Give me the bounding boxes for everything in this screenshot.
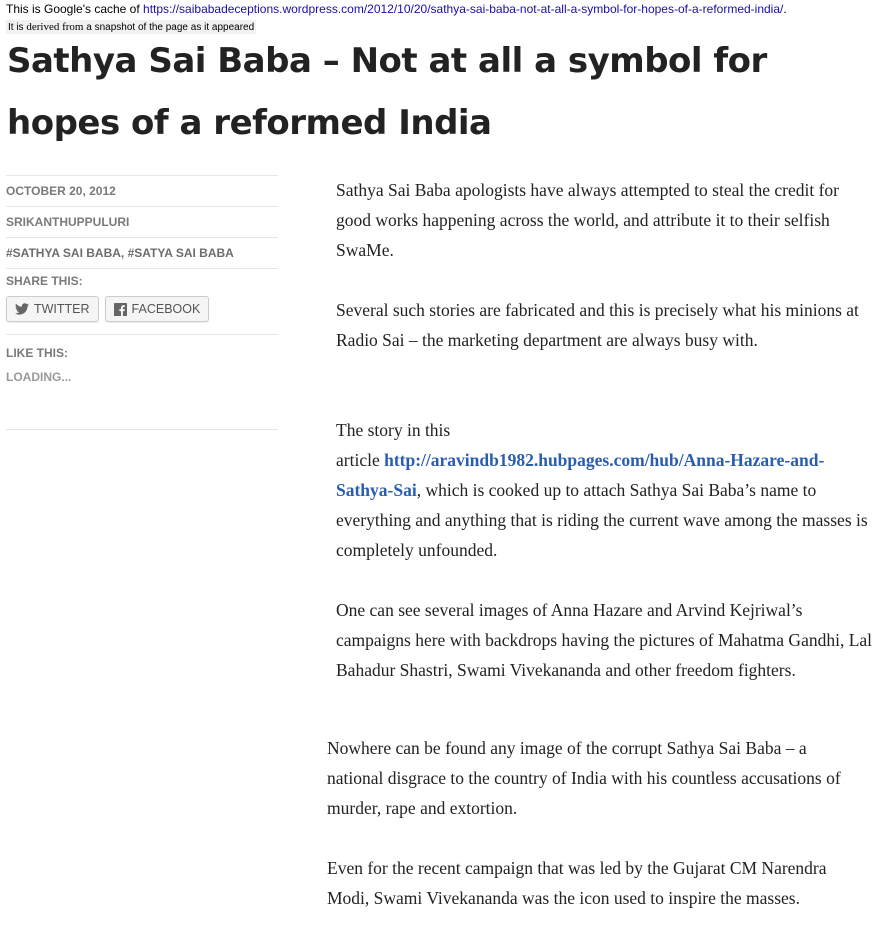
snapshot-notice-suffix: a snapshot of the page as it appeared [83,22,255,33]
paragraph-6: Even for the recent campaign that was led by the Gujarat CM Narendra Modi, Swami Vivekananda was the icon used to inspire the masses. [327,858,827,908]
paragraph-2: Several such stories are fabricated and this is precisely what his minions at Radio Sai – the marketing department are always busy with. [336,300,859,350]
twitter-icon [15,303,29,315]
meta-divider [6,429,278,430]
post-title [7,30,847,154]
tag-sathya-sai-baba[interactable]: #SATHYA SAI BABA [6,246,121,260]
cached-page-link[interactable]: https://saibabadeceptions.wordpress.com/2012/10/20/sathya-sai-baba-not-at-all-a-symbol-for-hopes-of-a-reformed-india/ [143,2,784,16]
like-loading-text: LOADING... [6,370,72,384]
share-buttons [6,296,278,322]
twitter-label: TWITTER [34,302,90,316]
share-section [6,268,278,334]
snapshot-notice-prefix: It is [8,22,27,33]
share-facebook-button[interactable] [105,296,210,322]
post-author[interactable] [6,206,278,237]
post-title-line1: Sathya Sai Baba – Not at all a symbol for [7,41,767,81]
post-tags [6,237,278,268]
share-twitter-button[interactable] [6,296,99,322]
paragraph-5: Nowhere can be found any image of the corrupt Sathya Sai Baba – a national disgrace to the country of India with his countless accusations of murder, rape and extortion. [327,738,841,818]
paragraph-3 [336,415,876,565]
post-title-line2: hopes of a reformed India [7,103,492,143]
paragraph-3-article: article [336,450,385,470]
paragraph-3-intro: The story in this [336,420,451,440]
post-author-text: SRIKANTHUPPULURI [6,215,130,229]
post-date-text: OCTOBER 20, 2012 [6,184,116,198]
paragraph-3-rest: , which is cooked up to attach Sathya Sai Baba’s name to everything and anything that is riding the current wave among the masses is completely unfounded. [336,480,868,560]
paragraph-1: Sathya Sai Baba apologists have always attempted to steal the credit for good works happening across the world, and attribute it to their selfish SwaMe. [336,180,839,260]
cache-notice-prefix: This is Google's cache of [6,2,144,16]
post-date[interactable] [6,175,278,206]
facebook-icon [114,303,127,316]
hubpages-article-link[interactable]: http://aravindb1982.hubpages.com/hub/Anna-Hazare-and-Sathya-Sai [336,450,825,500]
snapshot-notice-derived: derived from [26,21,84,33]
cache-notice-suffix: . [783,2,787,16]
like-section [6,334,278,429]
facebook-label: FACEBOOK [131,302,201,316]
like-heading: LIKE THIS: [6,346,68,360]
tag-satya-sai-baba[interactable]: #SATYA SAI BABA [127,246,234,260]
share-heading: SHARE THIS: [6,274,83,288]
post-meta-sidebar [6,175,278,430]
tag-separator: , [120,246,128,260]
cache-notice [6,2,787,16]
paragraph-4: One can see several images of Anna Hazare and Arvind Kejriwal’s campaigns here with backdrops having the pictures of Mahatma Gandhi, Lal Bahadur Shastri, Swami Vivekananda and other freedom fighters. [336,600,873,680]
